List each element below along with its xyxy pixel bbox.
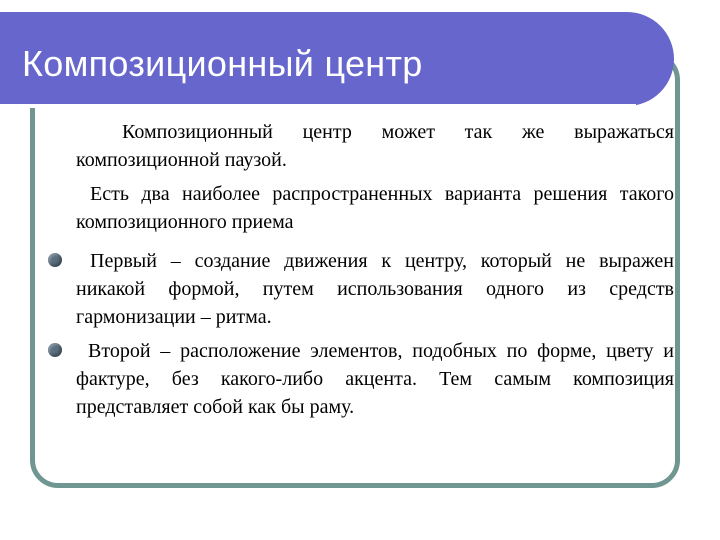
bullet-item-first — [76, 247, 674, 331]
title-underline — [0, 104, 636, 108]
paragraph-variants: Есть два наиболее распространенных варианта решения такого композиционного приема — [76, 183, 674, 233]
bullet-text-first: Первый – создание движения к центру, который не выражен никакой формой, путем использования одного из средств гармонизации – ритма. — [76, 250, 674, 328]
bullet-dot-icon — [48, 253, 62, 267]
slide-title: Композиционный центр — [22, 43, 423, 84]
bullet-item-second — [76, 337, 674, 421]
slide-body — [76, 118, 674, 427]
bullet-dot-icon — [48, 343, 62, 357]
title-bar — [0, 12, 674, 106]
paragraph-intro: Композиционный центр может так же выражаться композиционной паузой. — [76, 121, 674, 171]
bullet-text-second: Второй – расположение элементов, подобных по форме, цвету и фактуре, без какого-либо акцента. Тем самым композиция представляет собой как бы раму. — [76, 340, 674, 418]
